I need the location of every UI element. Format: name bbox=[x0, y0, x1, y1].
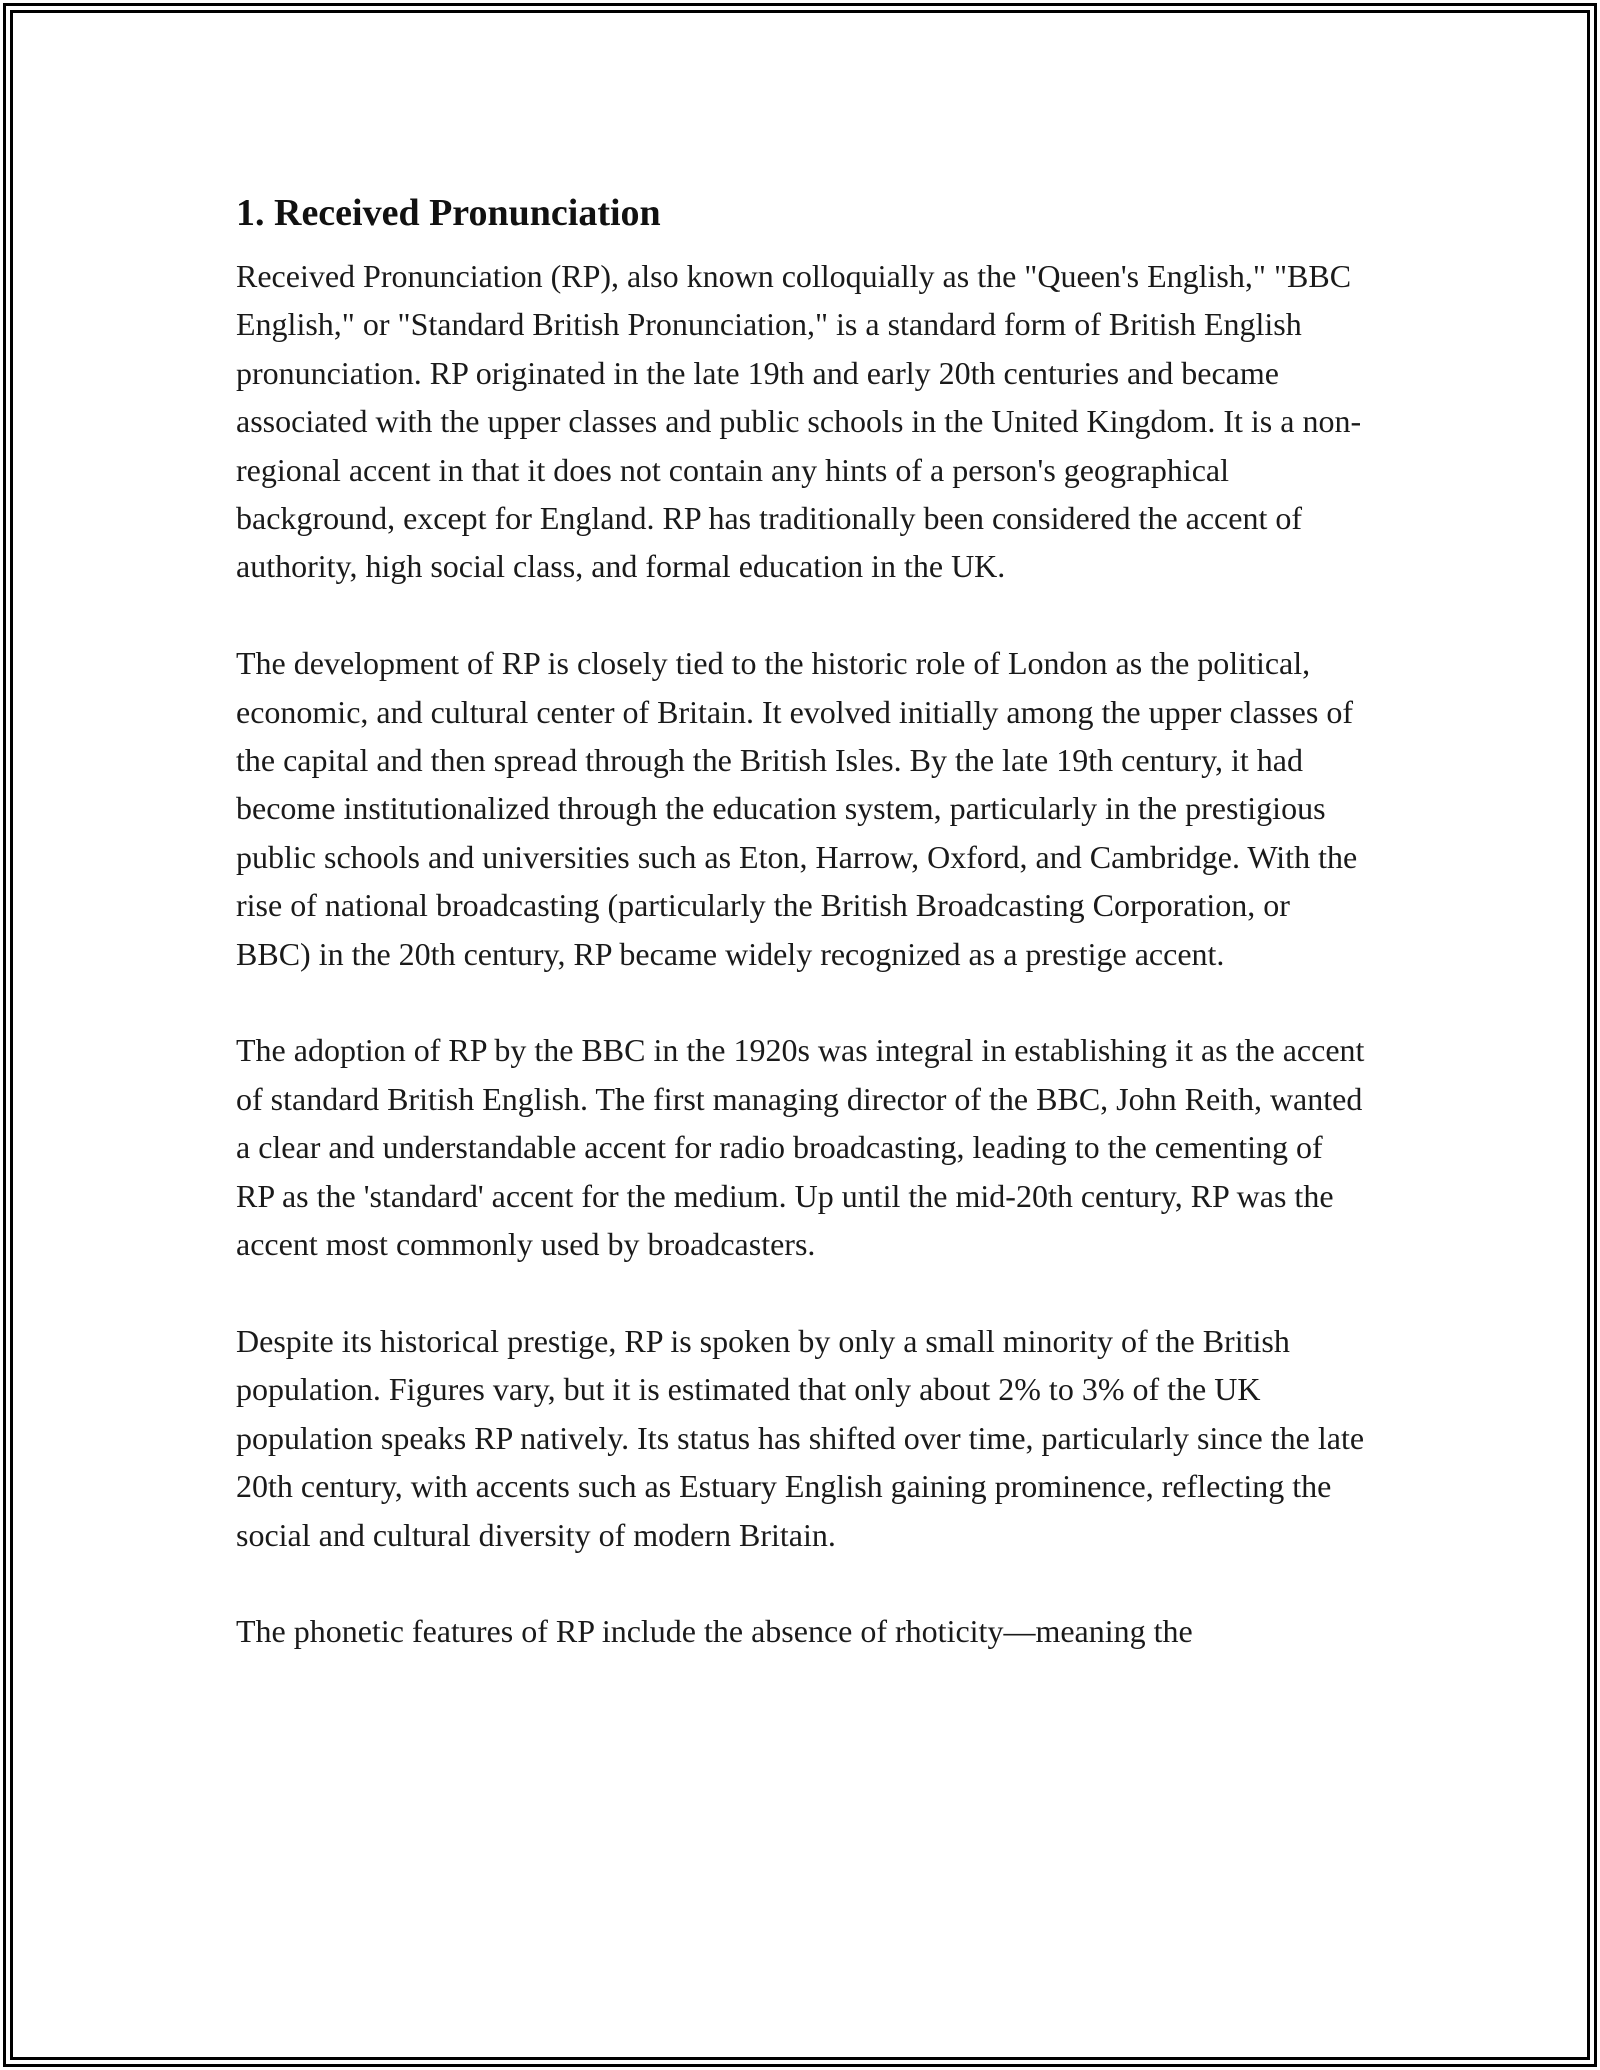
document-body bbox=[236, 186, 1366, 1704]
paragraph-3: The adoption of RP by the BBC in the 1920s was integral in establishing it as the accent of standard British English. The first managing director of the BBC, John Reith, wanted a clear and understandable accent for radio broadcasting, leading to the cementing of RP as the 'standard' accent for the medium. Up until the mid-20th century, RP was the accent most commonly used by broadcasters. bbox=[236, 1032, 1365, 1263]
paragraph-5: The phonetic features of RP include the absence of rhoticity—meaning the bbox=[236, 1613, 1193, 1650]
section-title: 1. Received Pronunciation bbox=[236, 192, 661, 234]
paragraph-2: The development of RP is closely tied to the historic role of London as the political, economic, and cultural center of Britain. It evolved initially among the upper classes of the capital and then spread through the British Isles. By the late 19th century, it had become institutionalized through the education system, particularly in the prestigious public schools and universities such as Eton, Harrow, Oxford, and Cambridge. With the rise of national broadcasting (particularly the British Broadcasting Corporation, or BBC) in the 20th century, RP became widely recognized as a prestige accent. bbox=[236, 645, 1358, 972]
paragraph-1: Received Pronunciation (RP), also known colloquially as the "Queen's English," "BBC English," or "Standard British Pronunciation," is a standard form of British English pronunciation. RP originated in the late 19th and early 20th centuries and became associated with the upper classes and public schools in the United Kingdom. It is a non-regional accent in that it does not contain any hints of a person's geographical background, except for England. RP has traditionally been considered the accent of authority, high social class, and formal education in the UK. bbox=[236, 258, 1362, 585]
paragraph-4: Despite its historical prestige, RP is spoken by only a small minority of the British population. Figures vary, but it is estimated that only about 2% to 3% of the UK population speaks RP natively. Its status has shifted over time, particularly since the late 20th century, with accents such as Estuary English gaining prominence, reflecting the social and cultural diversity of modern Britain. bbox=[236, 1322, 1365, 1553]
